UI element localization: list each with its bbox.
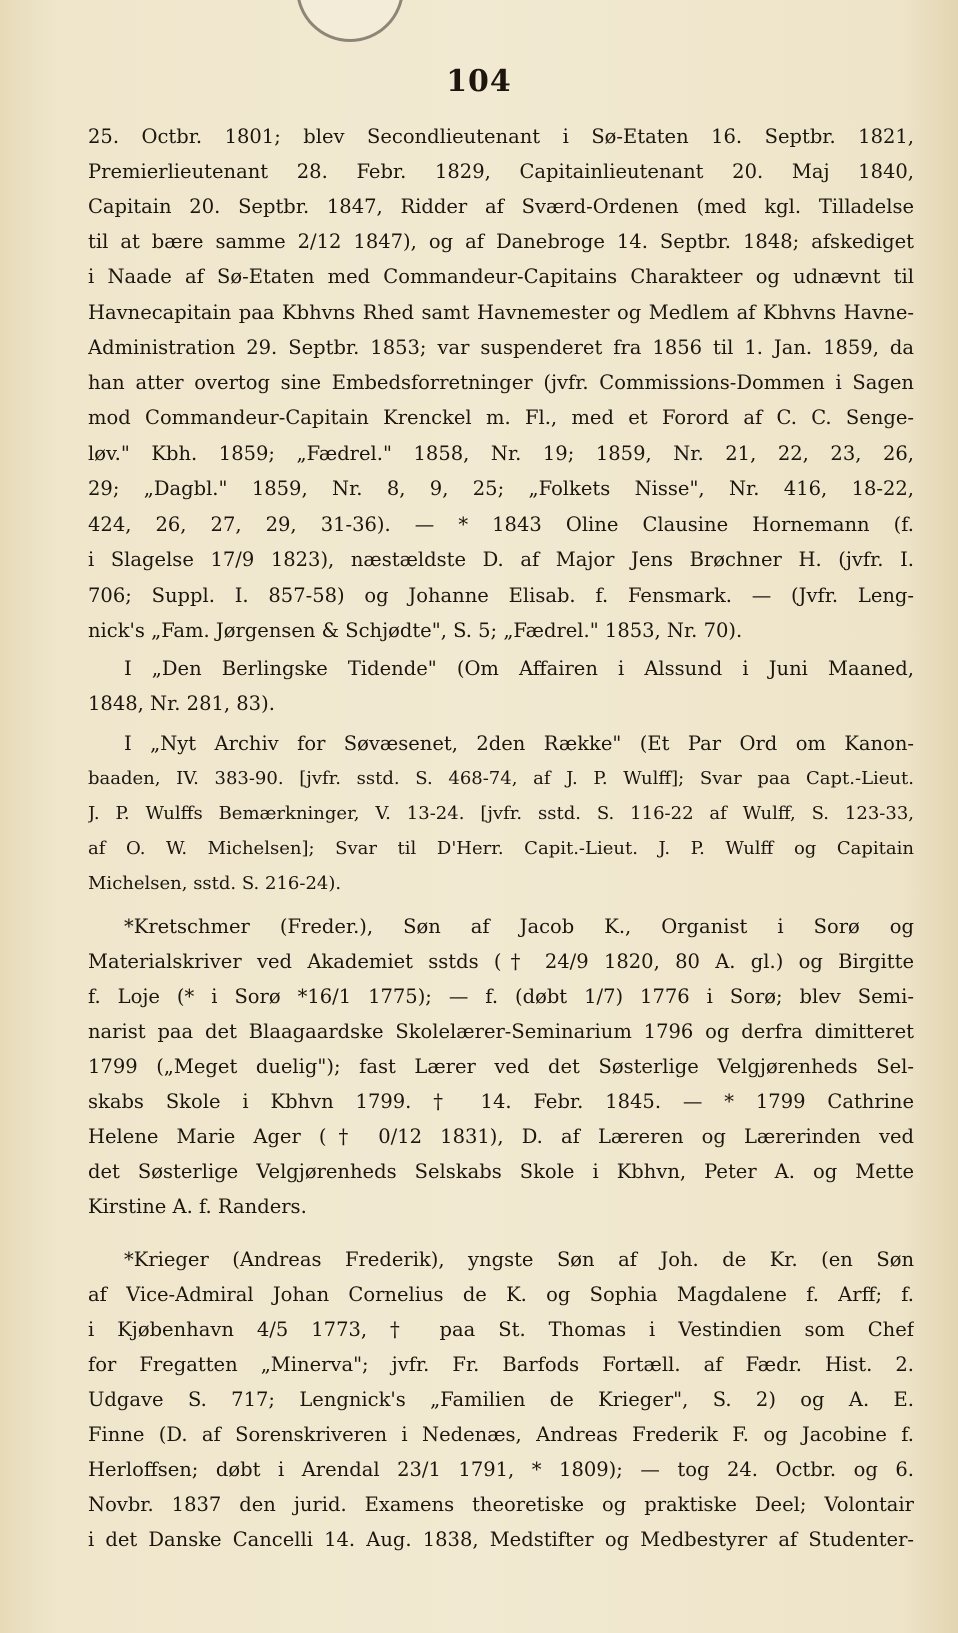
text-line: til at bære samme 2/12 1847), og af Danebroge 14. Septbr. 1848; afskediget (88, 230, 914, 253)
entry-heading-line: *Kretschmer (Freder.), Søn af Jacob K., Organist i Sorø og (124, 915, 914, 938)
text-line: Materialskriver ved Akademiet sstds († 24/9 1820, 80 A. gl.) og Birgitte (88, 950, 914, 973)
text-line: Kirstine A. f. Randers. (88, 1195, 307, 1218)
text-line: Helene Marie Ager († 0/12 1831), D. af Læreren og Lærerinden ved (88, 1125, 914, 1148)
text-line: 29; „Dagbl." 1859, Nr. 8, 9, 25; „Folkets Nisse", Nr. 416, 18-22, (88, 477, 914, 500)
text-line: skabs Skole i Kbhvn 1799. † 14. Febr. 1845. — * 1799 Cathrine (88, 1090, 914, 1113)
text-line: i Slagelse 17/9 1823), næstældste D. af Major Jens Brøchner H. (jvfr. I. (88, 548, 914, 571)
entry-heading-line: *Krieger (Andreas Frederik), yngste Søn af Joh. de Kr. (en Søn (124, 1248, 914, 1271)
text-line: Capitain 20. Septbr. 1847, Ridder af Sværd-Ordenen (med kgl. Tilladelse (88, 195, 914, 218)
page-number: 104 (446, 64, 512, 99)
page-tab (296, 0, 404, 42)
text-line: 25. Octbr. 1801; blev Secondlieutenant i Sø-Etaten 16. Septbr. 1821, (88, 125, 914, 148)
text-line: I „Nyt Archiv for Søvæsenet, 2den Række" (Et Par Ord om Kanon- (124, 732, 914, 755)
text-line: i Naade af Sø-Etaten med Commandeur-Capitains Charakteer og udnævnt til (88, 265, 914, 288)
text-line: nick's „Fam. Jørgensen & Schjødte", S. 5; „Fædrel." 1853, Nr. 70). (88, 619, 743, 642)
text-line: J. P. Wulffs Bemærkninger, V. 13-24. [jvfr. sstd. S. 116-22 af Wulff, S. 123-33, (88, 803, 914, 824)
text-line: Michelsen, sstd. S. 216-24). (88, 873, 342, 894)
text-line: af O. W. Michelsen]; Svar til D'Herr. Capit.-Lieut. J. P. Wulff og Capitain (88, 838, 914, 859)
text-line: 1848, Nr. 281, 83). (88, 692, 275, 715)
text-line: 1799 („Meget duelig"); fast Lærer ved det Søsterlige Velgjørenheds Sel- (88, 1055, 914, 1078)
text-line: for Fregatten „Minerva"; jvfr. Fr. Barfods Fortæll. af Fædr. Hist. 2. (88, 1353, 914, 1376)
text-line: narist paa det Blaagaardske Skolelærer-Seminarium 1796 og derfra dimitteret (88, 1020, 914, 1043)
text-line: Premierlieutenant 28. Febr. 1829, Capitainlieutenant 20. Maj 1840, (88, 160, 914, 183)
text-line: Havnecapitain paa Kbhvns Rhed samt Havnemester og Medlem af Kbhvns Havne- (88, 301, 914, 324)
text-line: det Søsterlige Velgjørenheds Selskabs Skole i Kbhvn, Peter A. og Mette (88, 1160, 914, 1183)
text-line: 424, 26, 27, 29, 31-36). — * 1843 Oline Clausine Hornemann (f. (88, 513, 914, 536)
text-line: f. Loje (* i Sorø *16/1 1775); — f. (døbt 1/7) 1776 i Sorø; blev Semi- (88, 985, 914, 1008)
text-line: 706; Suppl. I. 857-58) og Johanne Elisab. f. Fensmark. — (Jvfr. Leng- (88, 584, 914, 607)
text-line: Administration 29. Septbr. 1853; var suspenderet fra 1856 til 1. Jan. 1859, da (88, 336, 914, 359)
text-line: Udgave S. 717; Lengnick's „Familien de Krieger", S. 2) og A. E. (88, 1388, 914, 1411)
text-line: i Kjøbenhavn 4/5 1773, † paa St. Thomas i Vestindien som Chef (88, 1318, 914, 1341)
text-line: han atter overtog sine Embedsforretninger (jvfr. Commissions-Dommen i Sagen (88, 371, 914, 394)
text-line: mod Commandeur-Capitain Krenckel m. Fl., med et Forord af C. C. Senge- (88, 406, 914, 429)
text-line: af Vice-Admiral Johan Cornelius de K. og Sophia Magdalene f. Arff; f. (88, 1283, 914, 1306)
text-line: baaden, IV. 383-90. [jvfr. sstd. S. 468-74, af J. P. Wulff]; Svar paa Capt.-Lieut. (88, 768, 914, 789)
text-line: løv." Kbh. 1859; „Fædrel." 1858, Nr. 19; 1859, Nr. 21, 22, 23, 26, (88, 442, 914, 465)
text-line: Novbr. 1837 den jurid. Examens theoretiske og praktiske Deel; Volontair (88, 1493, 914, 1516)
text-line: Herloffsen; døbt i Arendal 23/1 1791, * 1809); — tog 24. Octbr. og 6. (88, 1458, 914, 1481)
text-line: I „Den Berlingske Tidende" (Om Affairen i Alssund i Juni Maaned, (124, 657, 914, 680)
text-line: i det Danske Cancelli 14. Aug. 1838, Medstifter og Medbestyrer af Studenter- (88, 1528, 914, 1551)
text-line: Finne (D. af Sorenskriveren i Nedenæs, Andreas Frederik F. og Jacobine f. (88, 1423, 914, 1446)
